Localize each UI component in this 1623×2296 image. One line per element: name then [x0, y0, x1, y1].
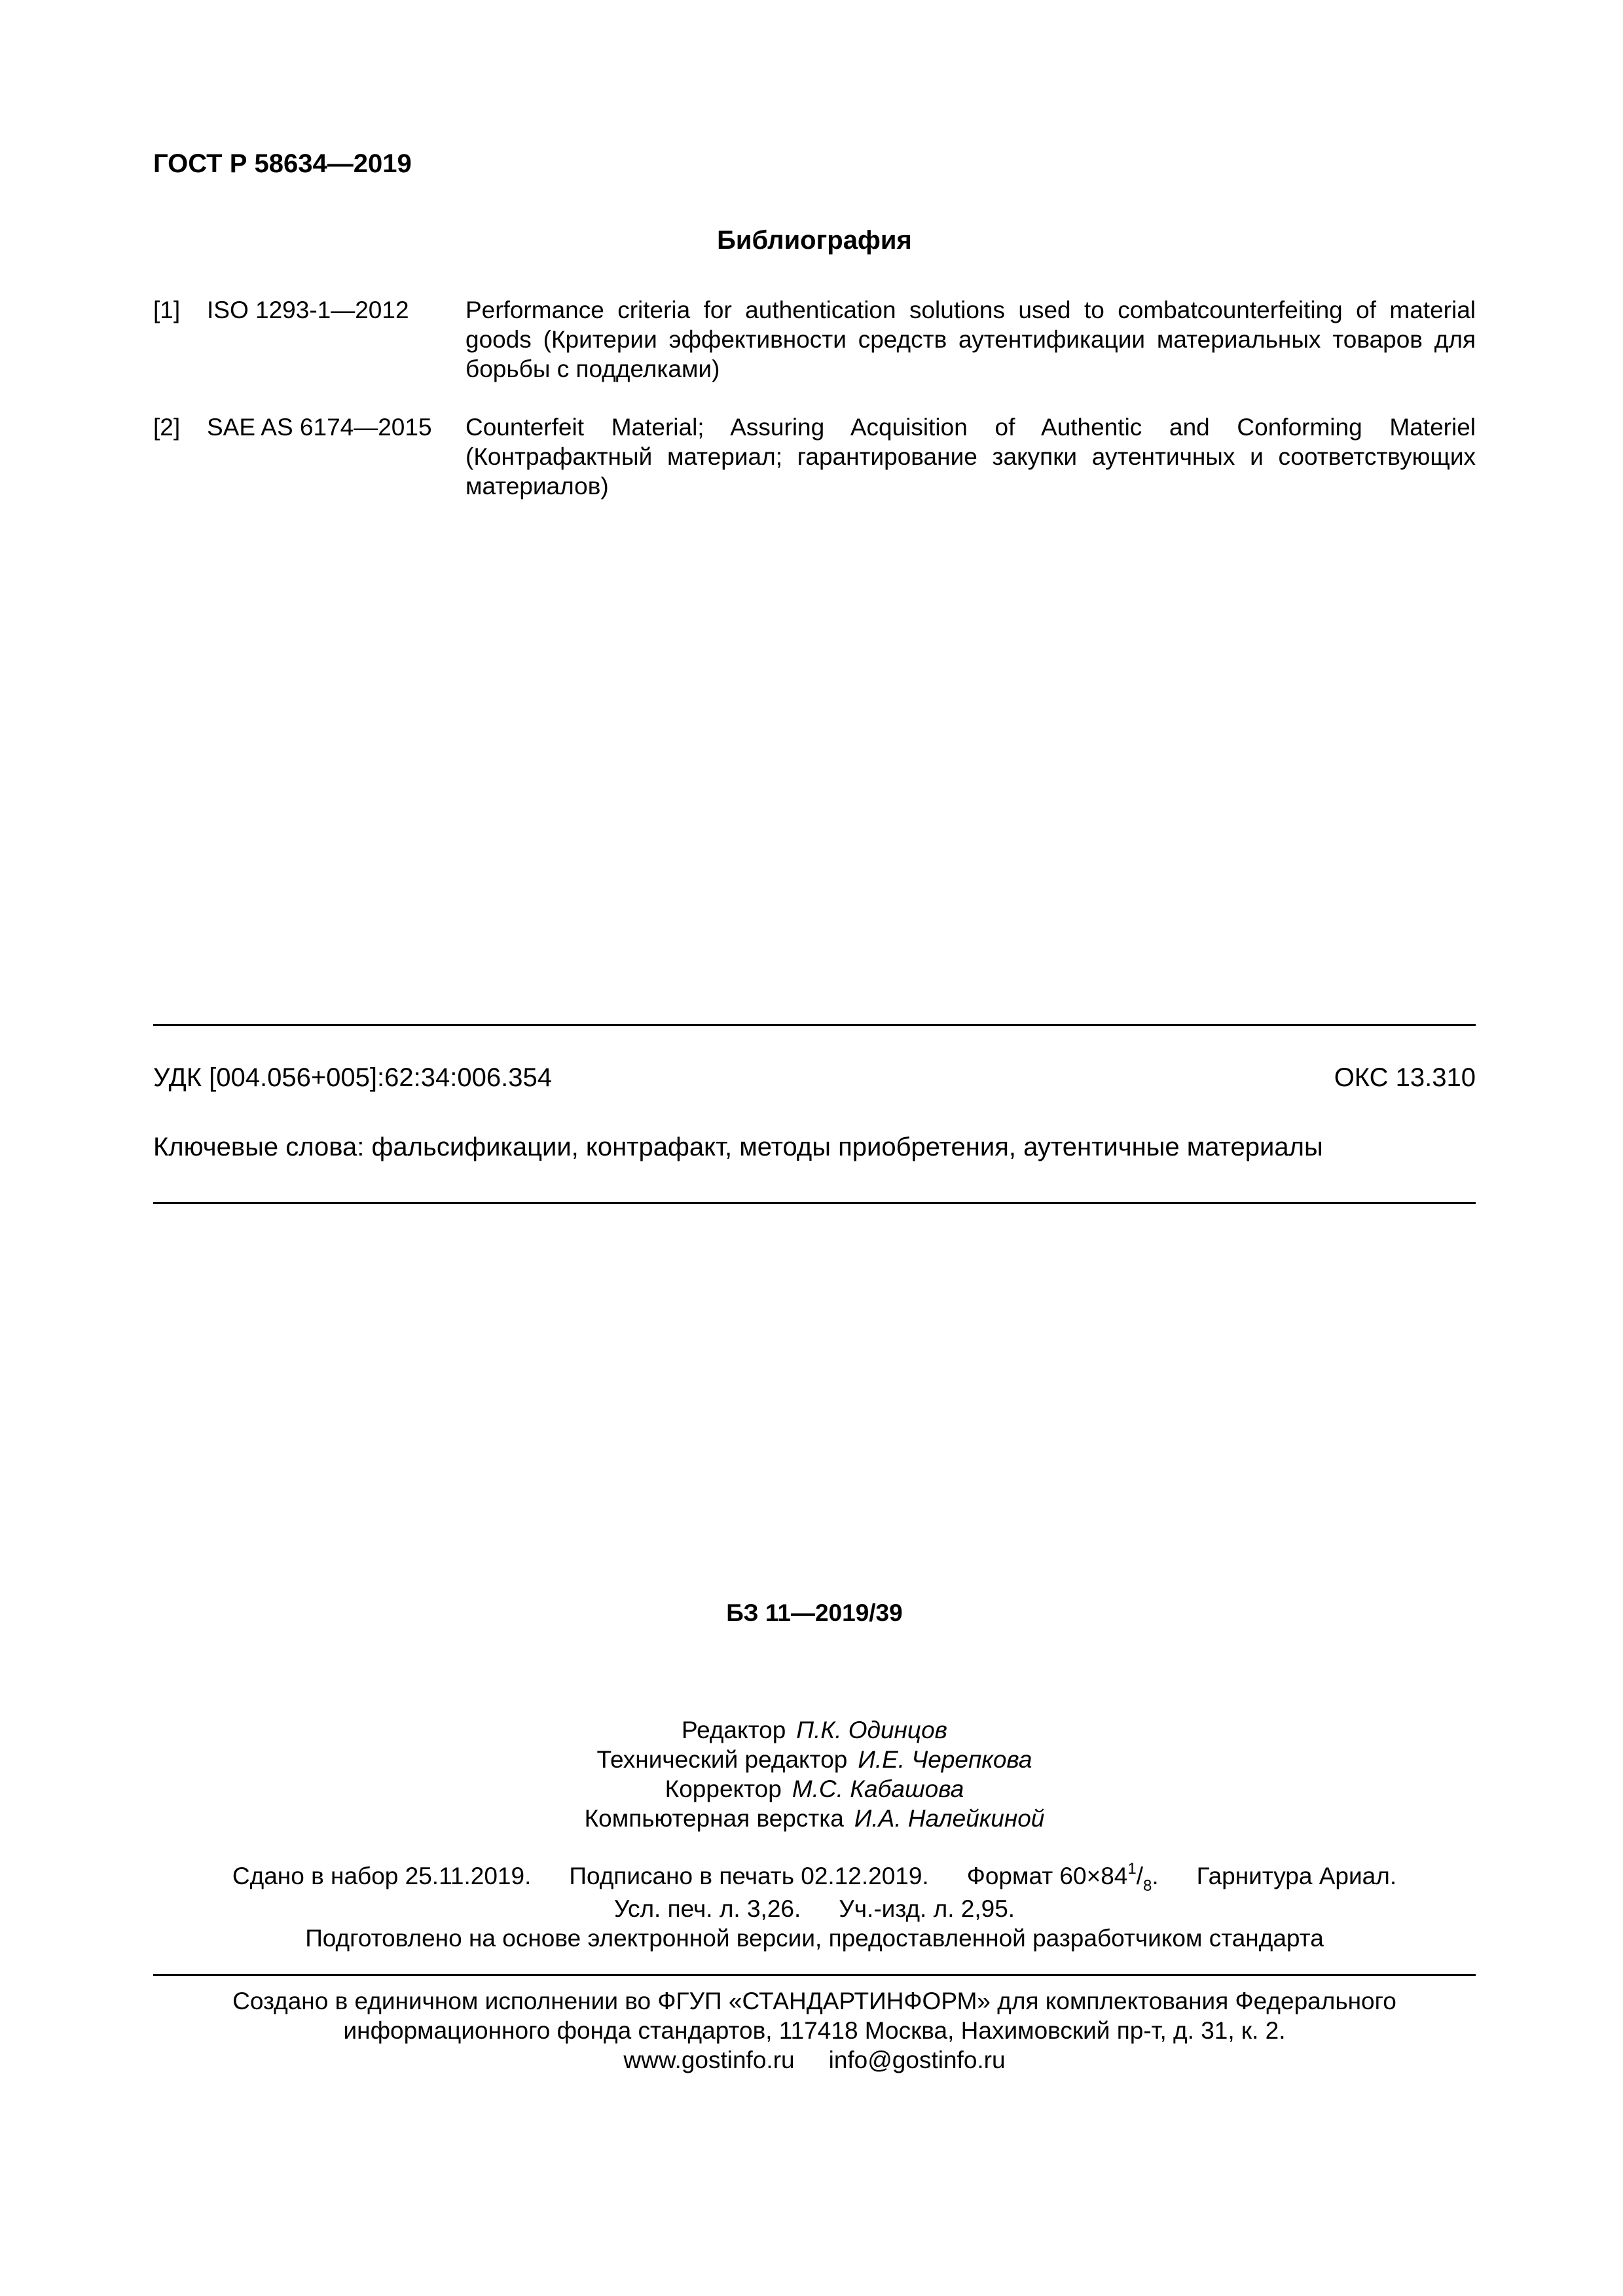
document-code: ГОСТ Р 58634—2019 — [153, 149, 412, 178]
prepared-note: Подготовлено на основе электронной версии, предоставленной разработчиком стандарта — [305, 1925, 1324, 1952]
publishing-sheets: Уч.-изд. л. 2,95. — [839, 1895, 1015, 1922]
entry-number: [1] — [153, 297, 181, 323]
bibliography-title: Библиография — [717, 226, 912, 255]
entry-standard: ISO 1293-1—2012 — [207, 297, 409, 323]
udk-code: УДК [004.056+005]:62:34:006.354 — [153, 1063, 552, 1092]
divider-top — [153, 1024, 1476, 1026]
credit-proofreader: Корректор М.С. Кабашова — [665, 1776, 964, 1802]
print-sheets: Усл. печ. л. 3,26. — [613, 1895, 801, 1922]
paper-format: Формат $60\times 84^1/_8$. — [966, 1860, 1159, 1895]
signed-date: Подписано в печать 02.12.2019. — [569, 1863, 929, 1889]
typeface: Гарнитура Ариал. — [1196, 1863, 1397, 1889]
publisher-info — [153, 1986, 1476, 2075]
email-link[interactable]: info@gostinfo.ru — [828, 2047, 1006, 2073]
print-details — [153, 1861, 1476, 1953]
submitted-date: Сдано в набор 25.11.2019. — [232, 1863, 532, 1889]
credits — [153, 1715, 1476, 1833]
credit-layout: Компьютерная верстка И.А. Налейкиной — [584, 1805, 1045, 1832]
divider-bottom — [153, 1974, 1476, 1976]
created-line-1: Создано в единичном исполнении во ФГУП «СТАНДАРТИНФОРМ» для комплектования Федерального — [232, 1988, 1396, 2014]
entry-title: Performance criteria for authentication solutions used to combatcounterfeiting of material goods (Критерии эффективности средств аутентификации материальных товаров для борьбы с подделками) — [465, 297, 1476, 382]
website-link[interactable]: www.gostinfo.ru — [623, 2047, 795, 2073]
oks-code: ОКС 13.310 — [1334, 1063, 1476, 1092]
created-line-2: информационного фонда стандартов, 117418 Москва, Нахимовский пр-т, д. 31, к. 2. — [343, 2017, 1286, 2044]
keywords: Ключевые слова: фальсификации, контрафакт, методы приобретения, аутентичные материалы — [153, 1133, 1323, 1161]
credit-tech-editor: Технический редактор И.Е. Черепкова — [596, 1746, 1032, 1773]
entry-title: Counterfeit Material; Assuring Acquisition of Authentic and Conforming Materiel (Контрафактный материал; гарантирование закупки аутентичных и соответствующих материалов) — [465, 414, 1476, 500]
entry-standard: SAE AS 6174—2015 — [207, 414, 432, 441]
bz-number: БЗ 11—2019/39 — [726, 1599, 903, 1626]
credit-editor: Редактор П.К. Одинцов — [682, 1717, 947, 1743]
entry-number: [2] — [153, 414, 181, 441]
divider-middle — [153, 1202, 1476, 1204]
